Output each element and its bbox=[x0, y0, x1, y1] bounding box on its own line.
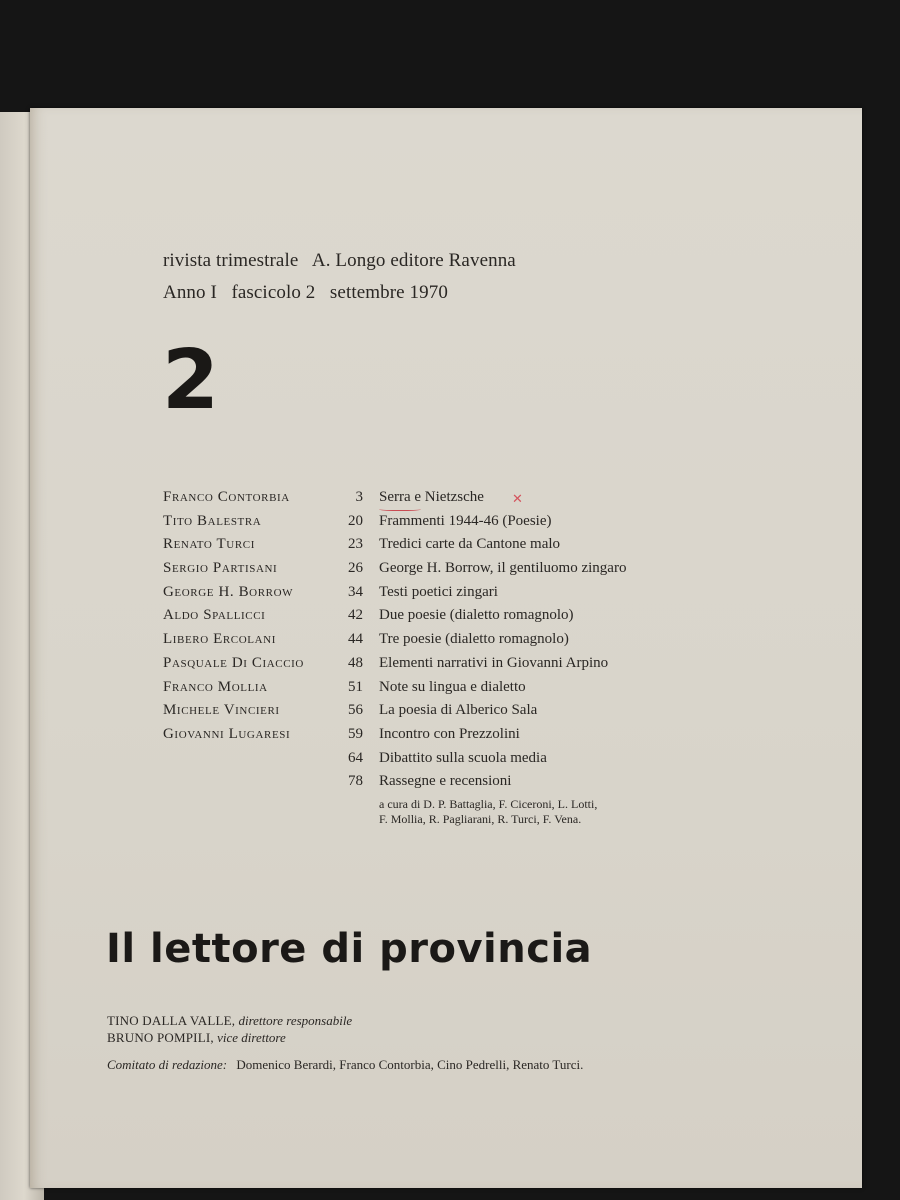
toc-article-title: Tredici carte da Cantone malo bbox=[379, 536, 561, 553]
toc-page-number: 56 bbox=[348, 702, 363, 719]
pen-cross-mark: ✕ bbox=[512, 492, 523, 507]
toc-row bbox=[163, 631, 803, 655]
reviews-contributors-line: a cura di D. P. Battaglia, F. Ciceroni, L. Lotti, bbox=[379, 797, 598, 811]
vice-director-role: vice direttore bbox=[217, 1030, 286, 1045]
toc-page-number: 64 bbox=[348, 749, 363, 766]
reviews-contributors bbox=[379, 797, 709, 827]
reviews-contributors-line: F. Mollia, R. Pagliarani, R. Turci, F. Vena. bbox=[379, 812, 582, 826]
toc-row bbox=[163, 726, 803, 750]
toc-article-title: Dibattito sulla scuola media bbox=[379, 749, 547, 766]
toc-author: Aldo Spallicci bbox=[163, 607, 266, 624]
issue-info: Anno I fascicolo 2 settembre 1970 bbox=[163, 282, 448, 303]
toc-article-title: Due poesie (dialetto romagnolo) bbox=[379, 607, 574, 624]
toc-article-title: Serra e Nietzsche bbox=[379, 489, 484, 505]
toc-page-number: 23 bbox=[348, 536, 363, 553]
toc-author: Renato Turci bbox=[163, 536, 255, 553]
toc-author: Franco Contorbia bbox=[163, 489, 290, 505]
toc-article-title: George H. Borrow, il gentiluomo zingaro bbox=[379, 560, 627, 577]
toc-article-title: Testi poetici zingari bbox=[379, 583, 498, 600]
toc-author: Sergio Partisani bbox=[163, 560, 278, 577]
toc-row bbox=[163, 702, 803, 726]
toc-row bbox=[163, 750, 803, 774]
editorial-committee-line bbox=[107, 1057, 583, 1073]
toc-row bbox=[163, 773, 803, 797]
magazine-masthead: Il lettore di provincia bbox=[106, 926, 593, 972]
toc-page-number: 20 bbox=[348, 512, 363, 529]
toc-article-title: Frammenti 1944-46 (Poesie) bbox=[379, 512, 552, 529]
director-name: TINO DALLA VALLE, bbox=[107, 1013, 236, 1028]
vice-director-line bbox=[107, 1030, 286, 1046]
toc-row bbox=[163, 560, 803, 584]
editorial-committee-label: Comitato di redazione: bbox=[107, 1057, 228, 1072]
toc-article-title: Note su lingua e dialetto bbox=[379, 678, 526, 695]
toc-page-number: 48 bbox=[348, 654, 363, 671]
issue-number: 2 bbox=[162, 333, 218, 428]
toc-article-title: La poesia di Alberico Sala bbox=[379, 702, 538, 719]
toc-article-title: Rassegne e recensioni bbox=[379, 773, 512, 790]
toc-author: Franco Mollia bbox=[163, 678, 268, 695]
publication-info: rivista trimestrale A. Longo editore Ravenna bbox=[163, 250, 516, 271]
toc-author: Pasquale Di Ciaccio bbox=[163, 654, 304, 671]
director-line bbox=[107, 1013, 352, 1029]
toc-page-number: 51 bbox=[348, 678, 363, 695]
toc-row bbox=[163, 655, 803, 679]
vice-director-name: BRUNO POMPILI, bbox=[107, 1030, 214, 1045]
toc-page-number: 59 bbox=[348, 725, 363, 742]
toc-author: Michele Vincieri bbox=[163, 702, 280, 719]
toc-page-number: 26 bbox=[348, 560, 363, 577]
pen-underline-mark bbox=[379, 507, 421, 511]
director-role: direttore responsabile bbox=[238, 1013, 353, 1028]
toc-author: Libero Ercolani bbox=[163, 631, 276, 648]
toc-row bbox=[163, 489, 803, 513]
editorial-committee-members: Domenico Berardi, Franco Contorbia, Cino Pedrelli, Renato Turci. bbox=[236, 1057, 584, 1072]
toc-page-number: 34 bbox=[348, 583, 363, 600]
toc-page-number: 42 bbox=[348, 607, 363, 624]
toc-row bbox=[163, 536, 803, 560]
magazine-page bbox=[30, 108, 862, 1188]
toc-author: George H. Borrow bbox=[163, 583, 294, 600]
toc-row bbox=[163, 584, 803, 608]
toc-author: Tito Balestra bbox=[163, 512, 262, 529]
toc-page-number: 44 bbox=[348, 631, 363, 648]
toc-row bbox=[163, 679, 803, 703]
toc-row bbox=[163, 607, 803, 631]
table-of-contents bbox=[163, 489, 803, 797]
toc-page-number: 78 bbox=[348, 773, 363, 790]
toc-author: Giovanni Lugaresi bbox=[163, 725, 291, 742]
toc-article-title: Tre poesie (dialetto romagnolo) bbox=[379, 631, 569, 648]
toc-article-title: Incontro con Prezzolini bbox=[379, 725, 520, 742]
toc-row bbox=[163, 513, 803, 537]
toc-article-title: Elementi narrativi in Giovanni Arpino bbox=[379, 654, 609, 671]
toc-page-number: 3 bbox=[355, 489, 363, 505]
